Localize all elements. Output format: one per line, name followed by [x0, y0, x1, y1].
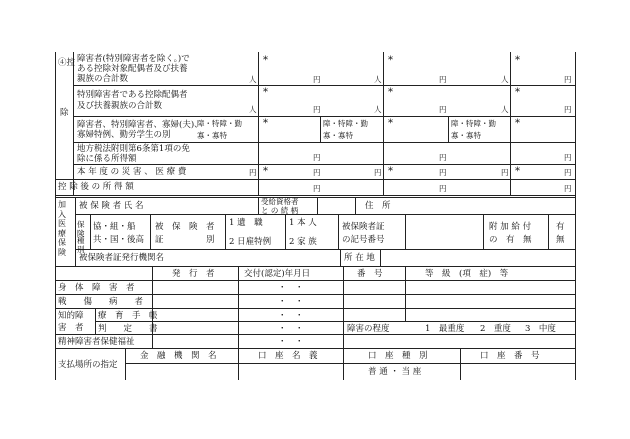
unit-yen: 円 — [374, 168, 382, 177]
unit-yen: 円 — [313, 75, 321, 84]
header-issuer: 発 行 者 — [172, 269, 215, 279]
cert-option: 2 日雇特例 — [229, 237, 272, 247]
benefit-no: 無 — [556, 235, 565, 245]
date-placeholder: ・ ・ — [278, 324, 304, 334]
cell-asterisk: * — [515, 55, 520, 66]
unit-yen: 円 — [313, 105, 321, 114]
relation-label: と の 続 柄 — [261, 206, 299, 215]
severity-option: 3 中度 — [525, 324, 556, 334]
unit-yen: 円 — [564, 168, 572, 177]
unit-yen: 円 — [313, 168, 321, 177]
header-account-number: 口 座 番 号 — [480, 351, 540, 361]
unit-yen: 円 — [313, 153, 321, 162]
cell-asterisk: * — [263, 55, 268, 66]
intellectual-group-label: 害 者 — [58, 323, 84, 333]
cell-asterisk: * — [515, 118, 520, 129]
category-option: 寡・寡特 — [197, 131, 227, 140]
header-account-type: 口 座 種 別 — [368, 351, 428, 361]
category-option: 障・特障・勤 — [323, 119, 368, 128]
benefit-yes: 有 — [556, 222, 565, 232]
insurance-type-label: 保険 — [77, 220, 85, 238]
header-number: 番 号 — [357, 269, 383, 279]
cert-option: 1 遺 職 — [229, 218, 263, 228]
relation-label: 受給資格者 — [261, 197, 299, 206]
header-account-name: 口 座 名 義 — [258, 351, 318, 361]
category-option: 寡・寡特 — [323, 131, 353, 140]
date-placeholder: ・ ・ — [278, 297, 304, 307]
date-placeholder: ・ ・ — [278, 337, 304, 347]
unit-person: 人 — [249, 105, 257, 114]
header-bank-name: 金 融 機 関 名 — [140, 351, 217, 361]
unit-person: 人 — [374, 75, 382, 84]
person-option: 1 本 人 — [289, 218, 317, 228]
deduction-side-mark: ④控 — [58, 58, 76, 68]
deduction-side-mark-2: 除 — [60, 108, 69, 118]
unit-yen: 円 — [564, 184, 572, 193]
unit-yen: 円 — [313, 184, 321, 193]
severity-label: 障害の程度 — [347, 324, 390, 334]
severity-option: 2 重度 — [480, 324, 511, 334]
row-assessment: 判 定 書 — [98, 324, 158, 334]
row-disaster-medical-label: 本 年 度 の 災 害 、 医 療 費 — [77, 167, 187, 177]
unit-yen: 円 — [564, 75, 572, 84]
unit-yen: 円 — [564, 153, 572, 162]
cell-asterisk: * — [263, 166, 268, 177]
unit-person: 人 — [501, 75, 509, 84]
person-option: 2 家 族 — [289, 237, 317, 247]
date-placeholder: ・ ・ — [278, 311, 304, 321]
row-income-after-deduction-label: 控 除 後 の 所 得 額 — [58, 182, 134, 192]
insurance-type-option: 共・国・後高 — [93, 235, 145, 245]
header-issue-date: 交付(認定)年月日 — [244, 269, 311, 279]
cell-asterisk: * — [263, 87, 268, 98]
unit-yen: 円 — [439, 75, 447, 84]
category-option: 障・特障・勤 — [451, 119, 496, 128]
severity-option: 1 最重度 — [425, 324, 465, 334]
benefit-label: の 有 無 — [489, 235, 532, 245]
insured-cert-label: 証 別 — [155, 235, 215, 245]
account-type-value: 普 通 ・ 当 座 — [368, 367, 422, 377]
insurance-type-option: 協・組・船 — [93, 222, 136, 232]
category-option: 障・特障・勤 — [197, 119, 242, 128]
category-option: 寡・寡特 — [451, 131, 481, 140]
unit-yen: 円 — [501, 168, 509, 177]
location-label: 所 在 地 — [344, 253, 375, 263]
insured-cert-label: 被 保 険 者 — [155, 222, 215, 232]
unit-yen: 円 — [564, 105, 572, 114]
cell-asterisk: * — [388, 55, 393, 66]
row-war-injury: 戦 傷 病 者 — [58, 297, 144, 307]
cell-asterisk: * — [515, 166, 520, 177]
unit-person: 人 — [501, 105, 509, 114]
cell-asterisk: * — [388, 118, 393, 129]
cell-asterisk: * — [388, 87, 393, 98]
date-placeholder: ・ ・ — [278, 283, 304, 293]
insured-name-label: 被 保 険 者 氏 名 — [79, 201, 144, 211]
cell-asterisk: * — [388, 166, 393, 177]
unit-yen: 円 — [439, 105, 447, 114]
row-physical-disability: 身 体 障 害 者 — [58, 283, 135, 293]
unit-yen: 円 — [439, 168, 447, 177]
row-mental-health: 精神障害者保健福祉 — [58, 337, 135, 347]
unit-yen: 円 — [249, 168, 257, 177]
intellectual-group-label: 知的障 — [58, 311, 84, 321]
benefit-label: 附 加 給 付 — [489, 222, 532, 232]
issuer-label: 被保険者証発行機関名 — [79, 253, 165, 263]
unit-person: 人 — [374, 105, 382, 114]
unit-person: 人 — [249, 75, 257, 84]
cert-symbol-label: の記号番号 — [342, 235, 385, 245]
cell-asterisk: * — [263, 118, 268, 129]
payment-label: 支払場所の指定 — [58, 360, 118, 370]
cell-asterisk: * — [515, 87, 520, 98]
unit-yen: 円 — [439, 184, 447, 193]
address-label: 住 所 — [365, 201, 391, 211]
row-care-handbook: 療 育 手 帳 — [98, 311, 158, 321]
insurance-side-label: 加入医療保険 — [58, 200, 66, 257]
insurance-type-label: 種別 — [77, 236, 85, 254]
unit-yen: 円 — [439, 153, 447, 162]
cert-symbol-label: 被保険者証 — [342, 222, 385, 232]
header-grade: 等 級 (項 症) 等 — [425, 269, 509, 279]
